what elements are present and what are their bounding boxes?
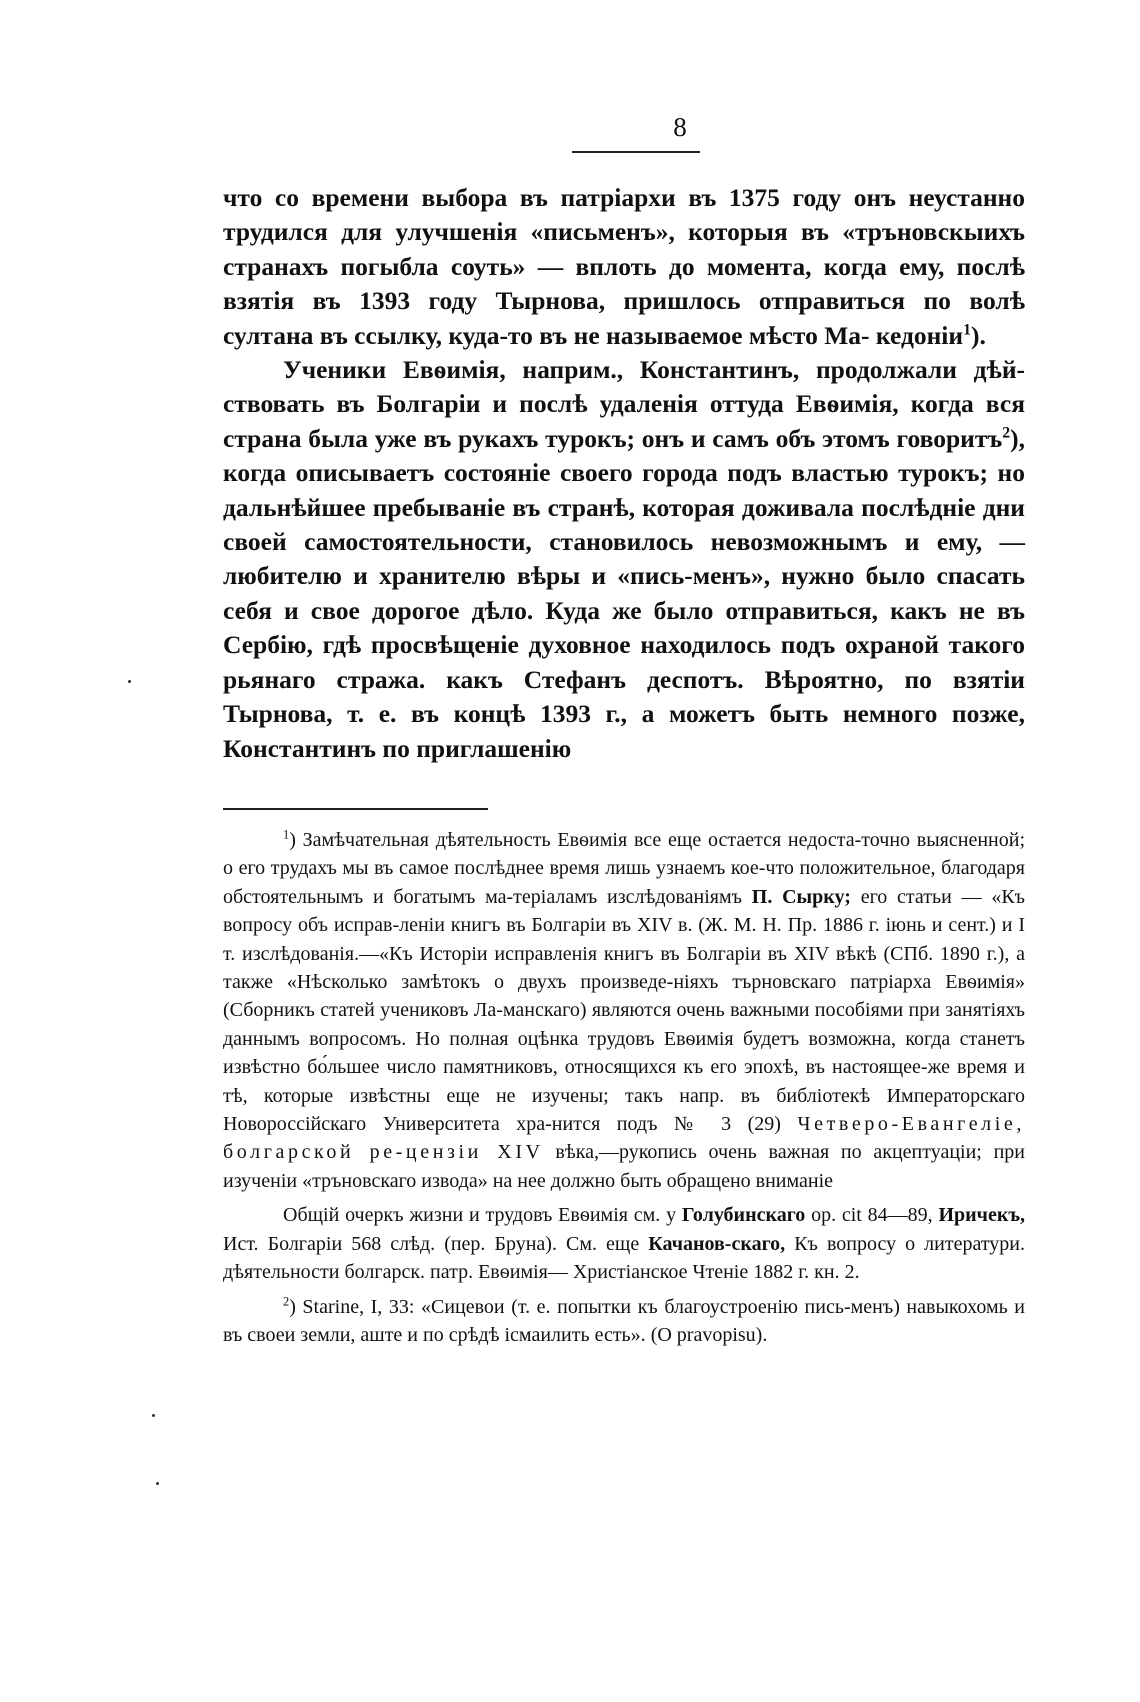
footnote-1-marker: 1 bbox=[283, 827, 290, 842]
footnote-1 bbox=[223, 826, 1025, 1195]
footnote-1b-text-d: Къ вопросу о литератури. дѣятельности болгарск. патр. Евѳимія— Христіанское Чтеніе 1882 г. кн. 2. bbox=[223, 1232, 1026, 1284]
footnote-rule bbox=[223, 808, 488, 810]
footnote-1-text-a: ) Замѣчательная дѣятельность Евѳимія все еще остается недоста-точно выясненной; о его трудахъ мы въ самое послѣднее время лишь узнаемъ кое-что положительное, благодаря обстоятельнымъ и богатымъ ма-теріаламъ изслѣдованіямъ bbox=[223, 829, 1025, 908]
footnotes bbox=[223, 826, 1025, 1349]
footnote-ref-2[interactable]: 2 bbox=[1002, 424, 1011, 442]
scan-speck bbox=[152, 1414, 155, 1417]
p1-line-6: кедоніи bbox=[875, 320, 964, 350]
paragraph-1 bbox=[223, 181, 1025, 353]
footnote-1-text-c: вѣка,—рукопись очень важная по акцептуаціи; при изученіи «тръновскаго извода» на нее должно быть обращено вниманіе bbox=[223, 1141, 1025, 1192]
footnote-ref-1[interactable]: 1 bbox=[963, 321, 971, 339]
page-number: 8 bbox=[673, 112, 687, 142]
footnote-2-marker: 2 bbox=[283, 1293, 290, 1308]
page-number-rule bbox=[572, 151, 700, 153]
p1-line-5: волѣ султана въ ссылку, куда-то въ не называемое мѣсто Ма- bbox=[223, 286, 1025, 350]
footnote-1b-text-b: op. cit 84—89, bbox=[811, 1204, 933, 1227]
scan-speck bbox=[128, 680, 131, 683]
p1-line-3: странахъ погыбла соуть» — вплоть до момента, когда ему, bbox=[223, 251, 945, 281]
author-name-golubinsky: Голубинскаго bbox=[681, 1204, 806, 1227]
p1-tail: ). bbox=[971, 320, 986, 350]
p1-line-4: послѣ взятія въ 1393 году Тырнова, пришлось отправиться по bbox=[223, 251, 1026, 316]
p1-line-1: что со времени выбора въ патріархи въ 1375 году онъ неустанно bbox=[223, 183, 1025, 212]
footnote-1b-text-c: Ист. Болгаріи 568 слѣд. (пер. Бруна). См. еще bbox=[223, 1232, 640, 1255]
main-text bbox=[223, 181, 1025, 766]
p1-line-2: трудился для улучшенія «письменъ», которыя въ «тръновскыихъ bbox=[223, 217, 1025, 247]
footnote-1-continuation bbox=[223, 1201, 1025, 1286]
footnote-2 bbox=[223, 1293, 1025, 1350]
p2-part-1: Ученики Евѳимія, наприм., Константинъ, продолжали дѣй-ствовать въ Болгаріи и послѣ удаленія оттуда Евѳимія, когда вся страна была уже въ рукахъ турокъ; онъ и самъ объ этомъ говоритъ bbox=[223, 355, 1025, 453]
author-name-syrku: П. Сырку; bbox=[751, 885, 851, 908]
scan-speck bbox=[156, 1482, 159, 1485]
footnote-1-text-b: его статьи — «Къ вопросу объ исправ-леніи книгъ въ Болгаріи въ XIV в. (Ж. М. Н. Пр. 1886 г. іюнь и сент.) и I т. изслѣдованія.—«Къ Исторіи исправленія книгъ въ Болгаріи въ XIV вѣкѣ (СПб. 1890 г.), а также «Нѣсколько замѣтокъ о двухъ произведе-ніяхъ търновскаго патріарха Евѳимія» (Сборникъ статей учениковъ Ла-манскаго) являются очень важными пособіями при занятіяхъ даннымъ вопросомъ. Но полная оцѣнка трудовъ Евѳимія будетъ возможна, когда станетъ извѣстно бо́льшее число памятниковъ, относящихся къ его эпохѣ, въ настоящее-же время и тѣ, которые извѣстны еще не изучены; такъ напр. въ библіотекѣ Императорскаго Новороссійскаго Университета хра-нится подъ № 3 (29) bbox=[223, 885, 1026, 1136]
footnote-2-text-b: (O pravopisu). bbox=[650, 1323, 768, 1346]
author-name-kachanovsky: Качанов-скаго, bbox=[648, 1232, 786, 1255]
p2-part-2: ), когда описываетъ состояніе своего города подъ властью турокъ; но дальнѣйшее пребываніе въ странѣ, которая доживала послѣдніе дни своей самостоятельности, становилось невозможнымъ и ему, — любителю и хранителю вѣры и «пись-менъ», нужно было спасать себя и свое дорогое дѣло. Куда же было отправиться, какъ не въ Сербію, гдѣ просвѣщеніе духовное находилось подъ охраной такого рьянаго стража. какъ Стефанъ деспотъ. Вѣроятно, по взятіи Тырнова, т. е. въ концѣ 1393 г., а можетъ быть немного позже, Константинъ по приглашенію bbox=[223, 423, 1025, 763]
footnote-1b-text-a: Общій очеркъ жизни и трудовъ Евѳимія см. у bbox=[283, 1204, 677, 1227]
footnote-2-text-a: ) Starine, I, 33: «Сицевои (т. е. попытки къ благоустроенію пись-менъ) навыкохомь и въ своеи земли, аште и по срѣдѣ ісмаилить есть». bbox=[223, 1295, 1025, 1346]
paragraph-2 bbox=[223, 353, 1025, 766]
manuscript-title: Четверо-Евангеліе, болгарской ре-цензіи XIV bbox=[223, 1113, 1025, 1164]
author-name-irechek: Иричекъ, bbox=[938, 1204, 1026, 1227]
